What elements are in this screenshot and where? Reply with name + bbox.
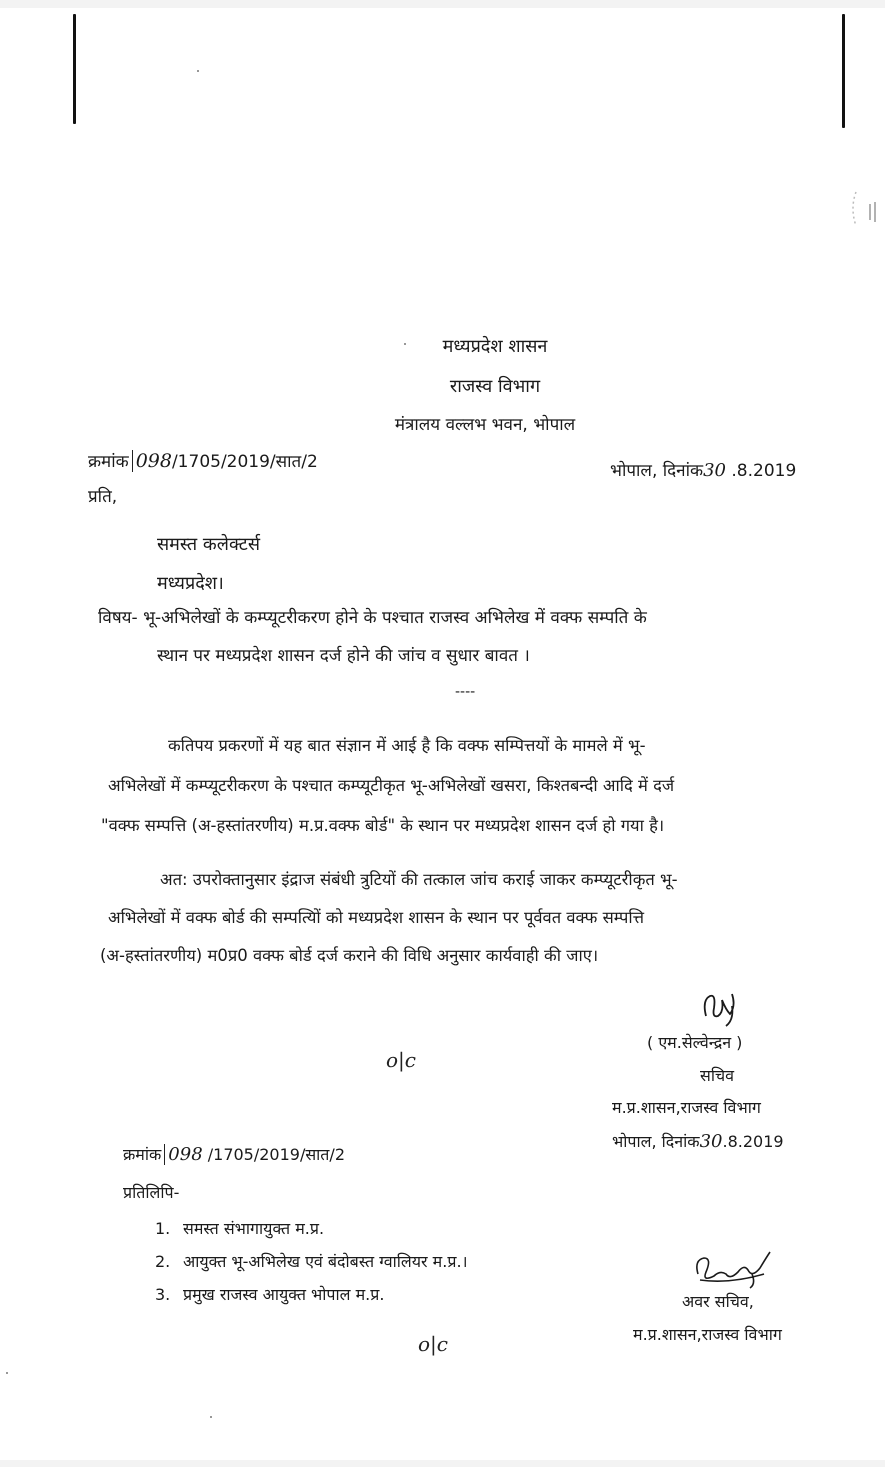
secretary-name: ( एम.सेल्वेन्द्रन ) xyxy=(647,1033,743,1052)
subject-line-1: विषय- भू-अभिलेखों के कम्प्यूटरीकरण होने के पश्चात राजस्व अभिलेख में वक्फ सम्पति के xyxy=(98,608,647,628)
reference-number xyxy=(88,450,318,473)
ref-date-prefix: भोपाल, दिनांक xyxy=(610,461,704,481)
secretary-designation: सचिव xyxy=(700,1066,735,1085)
copy-heading: प्रतिलिपि- xyxy=(123,1183,180,1202)
copy-item-text: प्रमुख राजस्व आयुक्त भोपाल म.प्र. xyxy=(183,1285,385,1304)
header-line-2: राजस्व विभाग xyxy=(449,376,541,397)
copy-list-item xyxy=(155,1278,468,1311)
ref-date-suffix: .8.2019 xyxy=(725,461,797,481)
copy-item-number: 3. xyxy=(155,1285,171,1304)
subject-divider: ---- xyxy=(455,684,476,700)
copy-item-text: समस्त संभागायुक्त म.प्र. xyxy=(183,1219,325,1238)
copy-item-number: 1. xyxy=(155,1219,171,1238)
prati-label: प्रति, xyxy=(88,487,118,507)
copy-list-item xyxy=(155,1245,468,1278)
speck xyxy=(6,1372,8,1374)
para2-line-1: अत: उपरोक्तानुसार इंद्राज संबंधी त्रुटियों की तत्काल जांच कराई जाकर कम्प्यूटरीकृत भू- xyxy=(160,870,678,889)
ref-prefix: क्रमांक xyxy=(88,452,129,472)
speck xyxy=(197,70,199,72)
sig1-date-suffix: .8.2019 xyxy=(722,1132,784,1151)
recipient-state: मध्यप्रदेश। xyxy=(157,573,224,594)
handwritten-mark-2: o|c xyxy=(418,1332,448,1356)
para1-line-3: "वक्फ सम्पत्ति (अ-हस्तांतरणीय) म.प्र.वक्फ बोर्ड" के स्थान पर मध्यप्रदेश शासन दर्ज हो गया है। xyxy=(101,816,665,835)
speck xyxy=(210,1416,212,1418)
para1-line-2: अभिलेखों में कम्प्यूटरीकरण के पश्चात कम्प्यूटीकृत भू-अभिलेखों खसरा, किश्तबन्दी आदि में दर्ज xyxy=(108,776,675,795)
document-page xyxy=(0,8,885,1460)
ref-handwritten-number: 098 xyxy=(132,450,172,472)
punch-hole-mark xyxy=(848,186,882,236)
copy-reference-number xyxy=(123,1144,345,1166)
para2-line-2: अभिलेखों में वक्फ बोर्ड की सम्पत्यिों को मध्यप्रदेश शासन के स्थान पर पूर्ववत वक्फ सम्पत्ति xyxy=(108,908,645,927)
under-secretary-dept: म.प्र.शासन,राजस्व विभाग xyxy=(633,1325,782,1344)
secretary-date xyxy=(612,1131,784,1153)
copy-item-text: आयुक्त भू-अभिलेख एवं बंदोबस्त ग्वालियर म.प्र.। xyxy=(183,1252,468,1271)
secretary-dept: म.प्र.शासन,राजस्व विभाग xyxy=(612,1098,761,1117)
header-line-3: मंत्रालय वल्लभ भवन, भोपाल xyxy=(394,415,576,435)
binder-mark-right xyxy=(842,14,845,128)
reference-date xyxy=(610,460,796,482)
para1-line-1: कतिपय प्रकरणों में यह बात संज्ञान में आई है कि वक्फ सम्पित्तयों के मामले में भू- xyxy=(168,736,646,755)
ref-date-handwritten: 30 xyxy=(703,460,726,481)
sig1-date-prefix: भोपाल, दिनांक xyxy=(612,1132,700,1151)
ref-suffix: /1705/2019/सात/2 xyxy=(171,452,318,472)
handwritten-mark-1: o|c xyxy=(386,1048,416,1072)
signature-under-secretary xyxy=(690,1244,776,1294)
sig1-date-handwritten: 30 xyxy=(699,1131,723,1152)
header-line-1: मध्यप्रदेश शासन xyxy=(442,336,548,357)
signature-secretary xyxy=(696,986,746,1030)
copy-item-number: 2. xyxy=(155,1252,171,1271)
copy-list-item xyxy=(155,1212,468,1245)
copy-list xyxy=(155,1212,468,1311)
para2-line-3: (अ-हस्तांतरणीय) म0प्र0 वक्फ बोर्ड दर्ज कराने की विधि अनुसार कार्यवाही की जाए। xyxy=(100,946,599,965)
subject-line-2: स्थान पर मध्यप्रदेश शासन दर्ज होने की जांच व सुधार बावत । xyxy=(157,646,530,666)
copy-ref-suffix: /1705/2019/सात/2 xyxy=(202,1145,346,1164)
binder-mark-left xyxy=(73,14,76,124)
recipient-name: समस्त कलेक्टर्स xyxy=(157,534,260,555)
copy-ref-handwritten-number: 098 xyxy=(164,1144,202,1165)
under-secretary-designation: अवर सचिव, xyxy=(682,1292,754,1311)
copy-ref-prefix: क्रमांक xyxy=(123,1145,162,1164)
